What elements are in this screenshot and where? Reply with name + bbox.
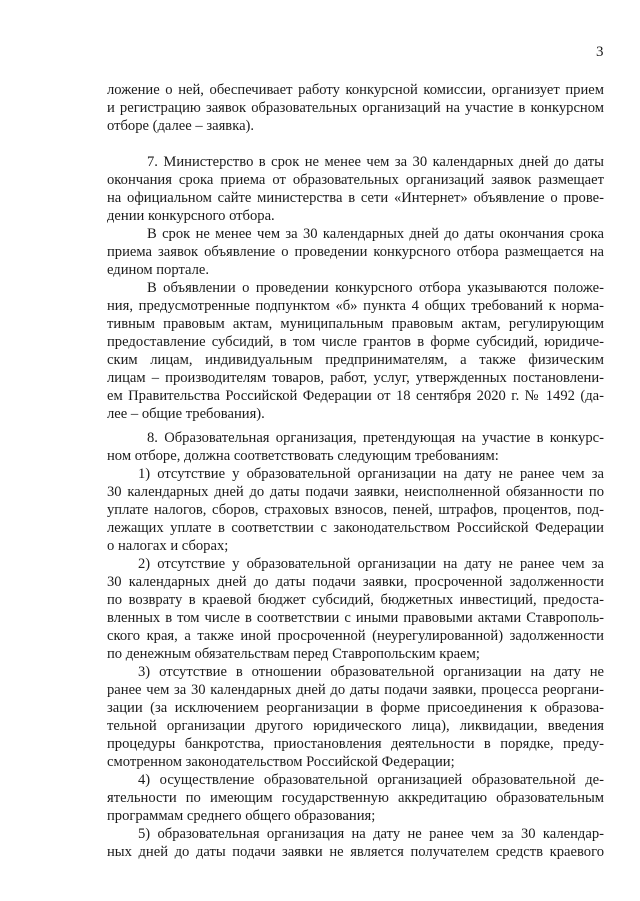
text-line: программам среднего общего образования; <box>107 808 376 824</box>
text-line: уплате налогов, сборов, страховых взносов, пеней, штрафов, процентов, под- <box>107 502 604 518</box>
text-line: отборе (далее – заявка). <box>107 118 255 134</box>
text-line: лежащих уплате в соответствии с законодательством Российской Федерации <box>107 520 604 536</box>
text-line: 2) отсутствие у образовательной организации на дату не ранее чем за <box>138 556 604 572</box>
text-line: ского края, а также иной просроченной (неурегулированной) задолженности <box>107 628 604 644</box>
page-number: 3 <box>596 44 604 60</box>
text-line: ния, предусмотренные подпунктом «б» пункта 4 общих требований к норма- <box>107 298 604 314</box>
text-line: В срок не менее чем за 30 календарных дней до даты окончания срока <box>147 226 604 242</box>
text-line: приема заявок объявление о проведении конкурсного отбора размещается на <box>107 244 604 260</box>
text-line: окончания срока приема от образовательных организаций заявок размещает <box>107 172 604 188</box>
text-line: ных дней до даты подачи заявки не является получателем средств краевого <box>107 844 604 860</box>
text-line: 8. Образовательная организация, претендующая на участие в конкурс- <box>147 430 604 446</box>
text-line: тельной организации другого юридического лица), ликвидации, введения <box>107 718 604 734</box>
text-line: ном отборе, должна соответствовать следующим требованиям: <box>107 448 499 464</box>
text-line: и регистрацию заявок образовательных организаций на участие в конкурсном <box>107 100 604 116</box>
section-7 <box>107 153 604 423</box>
text-line: 3) отсутствие в отношении образовательной организации на дату не <box>138 664 604 680</box>
text-line: на официальном сайте министерства в сети «Интернет» объявление о прове- <box>107 190 604 206</box>
text-line: В объявлении о проведении конкурсного отбора указываются положе- <box>147 280 604 296</box>
text-line: вленных в том числе в соответствии с иными правовыми актами Ставрополь- <box>107 610 604 626</box>
text-line: 1) отсутствие у образовательной организации на дату не ранее чем за <box>138 466 604 482</box>
text-line: зации (за исключением реорганизации в форме присоединения к образова- <box>107 700 604 716</box>
paragraph-continuation <box>107 81 604 135</box>
text-line: ем Правительства Российской Федерации от 18 сентября 2020 г. № 1492 (да- <box>107 388 604 404</box>
text-line: 4) осуществление образовательной организацией образовательной де- <box>138 772 604 788</box>
text-line: предоставление субсидий, в том числе грантов в форме субсидий, юридиче- <box>107 334 604 350</box>
text-line: по денежным обязательствам перед Ставропольским краем; <box>107 646 480 662</box>
text-line: дении конкурсного отбора. <box>107 208 275 224</box>
text-line: по возврату в краевой бюджет субсидий, бюджетных инвестиций, предоста- <box>107 592 604 608</box>
text-line: тивным правовым актам, муниципальным правовым актам, регулирующим <box>107 316 604 332</box>
text-line: лицам – производителям товаров, работ, услуг, утвержденных постановлени- <box>107 370 604 386</box>
text-line: 7. Министерство в срок не менее чем за 30 календарных дней до даты <box>147 154 604 170</box>
text-line: смотренном законодательством Российской Федерации; <box>107 754 455 770</box>
text-line: 30 календарных дней до даты подачи заявки, неисполненной обязанности по <box>107 484 604 500</box>
text-line: ятельности по имеющим государственную аккредитацию образовательным <box>107 790 604 806</box>
text-line: ским лицам, индивидуальным предпринимателям, а также физическим <box>107 352 604 368</box>
text-line: едином портале. <box>107 262 210 278</box>
text-line: лее – общие требования). <box>107 406 265 422</box>
text-line: 5) образовательная организация на дату не ранее чем за 30 календар- <box>138 826 604 842</box>
section-8 <box>107 429 604 861</box>
text-line: 30 календарных дней до даты подачи заявки, просроченной задолженности <box>107 574 604 590</box>
text-line: о налогах и сборах; <box>107 538 229 554</box>
text-line: ранее чем за 30 календарных дней до даты подачи заявки, процесса реоргани- <box>107 682 604 698</box>
text-line: процедуры банкротства, приостановления деятельности в порядке, преду- <box>107 736 604 752</box>
text-line: ложение о ней, обеспечивает работу конкурсной комиссии, организует прием <box>107 82 604 98</box>
